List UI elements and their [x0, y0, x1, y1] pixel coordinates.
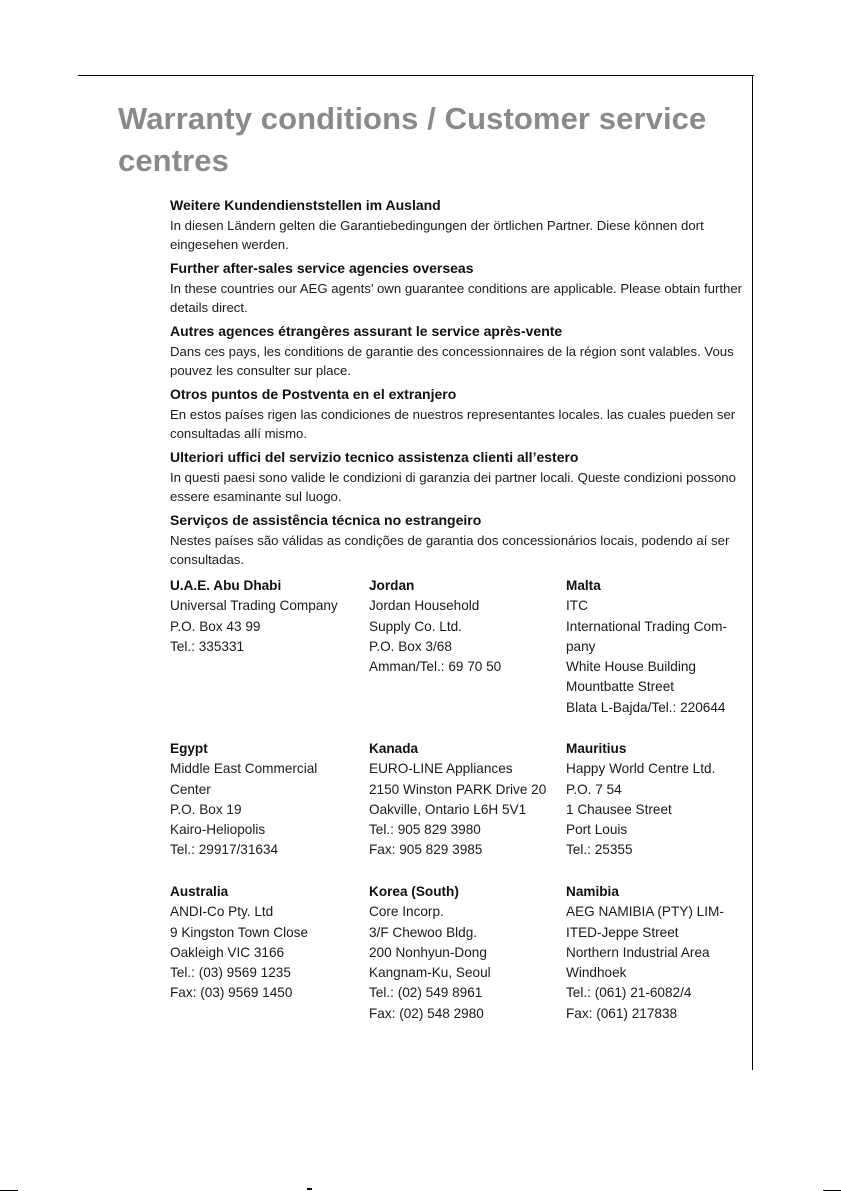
section-portuguese [170, 510, 748, 569]
contact-line: 200 Nonhyun-Dong [369, 944, 487, 960]
contact-line: Blata L-Bajda/Tel.: 220644 [566, 699, 726, 715]
section-text: Dans ces pays, les conditions de garantie des concessionnaires de la région sont valables. Vous pouvez les consulter sur place. [170, 344, 734, 378]
section-heading: Further after-sales service agencies overseas [170, 260, 474, 276]
contact-line: Port Louis [566, 822, 628, 838]
page-title: Warranty conditions / Customer service centres [118, 101, 707, 178]
contact-line: Supply Co. Ltd. [369, 618, 462, 634]
contact-country: U.A.E. Abu Dhabi [170, 578, 282, 593]
contact-country: Mauritius [566, 741, 627, 756]
contact-line: White House Building [566, 659, 696, 675]
contact-line: Tel.: (03) 9569 1235 [170, 965, 291, 981]
contact-line: 2150 Winston PARK Drive 20 [369, 781, 547, 797]
contact-line: Fax: (02) 548 2980 [369, 1005, 484, 1021]
section-heading: Autres agences étrangères assurant le service après-vente [170, 323, 563, 339]
contact-line: Kairo-Heliopolis [170, 822, 266, 838]
section-french [170, 321, 748, 380]
contact-line: Oakville, Ontario L6H 5V1 [369, 801, 527, 817]
contact-australia [170, 882, 308, 1004]
contact-egypt [170, 739, 317, 861]
section-heading: Serviços de assistência técnica no estrangeiro [170, 512, 482, 528]
contact-country: Kanada [369, 741, 419, 756]
contact-line: Windhoek [566, 965, 627, 981]
contact-line: 3/F Chewoo Bldg. [369, 924, 478, 940]
intro-sections [170, 195, 748, 573]
contact-uae [170, 576, 338, 657]
contact-line: Mountbatte Street [566, 679, 675, 695]
contact-line: 9 Kingston Town Close [170, 924, 309, 940]
contact-line: Fax: (03) 9569 1450 [170, 985, 293, 1001]
contact-line: Tel.: 29917/31634 [170, 842, 279, 858]
contact-line: Tel.: 25355 [566, 842, 633, 858]
section-english [170, 258, 748, 317]
contact-line: Kangnam-Ku, Seoul [369, 965, 491, 981]
contact-country: Malta [566, 578, 601, 593]
contact-line: ITC [566, 598, 588, 614]
contact-line: ANDI-Co Pty. Ltd [170, 904, 274, 920]
crop-mark [307, 1188, 312, 1190]
contact-line: P.O. Box 43 99 [170, 618, 261, 634]
section-text: In these countries our AEG agents’ own guarantee conditions are applicable. Please obtain further details direct. [170, 281, 743, 315]
contact-line: Amman/Tel.: 69 70 50 [369, 659, 502, 675]
contact-country: Jordan [369, 578, 415, 593]
contact-line: Fax: (061) 217838 [566, 1005, 678, 1021]
contact-line: pany [566, 638, 596, 654]
contact-country: Australia [170, 884, 229, 899]
contact-country: Egypt [170, 741, 208, 756]
contact-namibia [566, 882, 724, 1024]
contact-line: Jordan Household [369, 598, 480, 614]
section-text: En estos países rigen las condiciones de nuestros representantes locales. las cuales pueden ser consultadas allí mismo. [170, 407, 736, 441]
right-margin-rule [752, 75, 753, 1070]
contact-line: Middle East Commercial [170, 761, 318, 777]
contact-line: Happy World Centre Ltd. [566, 761, 716, 777]
contact-line: P.O. Box 3/68 [369, 638, 452, 654]
contact-country: Namibia [566, 884, 619, 899]
contact-line: International Trading Com- [566, 618, 727, 634]
section-heading: Otros puntos de Postventa en el extranjero [170, 386, 457, 402]
section-heading: Weitere Kundendienststellen im Ausland [170, 197, 441, 213]
contact-line: Tel.: 905 829 3980 [369, 822, 481, 838]
contact-line: Oakleigh VIC 3166 [170, 944, 285, 960]
contact-line: Center [170, 781, 211, 797]
contact-line: Tel.: 335331 [170, 638, 245, 654]
contact-line: P.O. Box 19 [170, 801, 242, 817]
contact-line: Fax: 905 829 3985 [369, 842, 483, 858]
contact-line: Core Incorp. [369, 904, 444, 920]
top-rule [78, 75, 754, 76]
contact-line: Northern Industrial Area [566, 944, 710, 960]
section-text: Nestes países são válidas as condições de garantia dos concessionários locais, podendo aí ser consultadas. [170, 533, 730, 567]
contact-jordan [369, 576, 501, 677]
contact-malta [566, 576, 727, 718]
contact-line: Tel.: (02) 549 8961 [369, 985, 483, 1001]
contact-mauritius [566, 739, 715, 861]
section-italian [170, 447, 748, 506]
contact-line: EURO-LINE Appliances [369, 761, 513, 777]
section-heading: Ulteriori uffici del servizio tecnico assistenza clienti all’estero [170, 449, 579, 465]
contact-kanada [369, 739, 546, 861]
contact-line: Tel.: (061) 21-6082/4 [566, 985, 692, 1001]
contact-line: Universal Trading Company [170, 598, 338, 614]
section-text: In diesen Ländern gelten die Garantiebedingungen der örtlichen Partner. Diese können dort eingesehen werden. [170, 218, 704, 252]
contact-line: AEG NAMIBIA (PTY) LIM- [566, 904, 724, 920]
section-german [170, 195, 748, 254]
contact-country: Korea (South) [369, 884, 459, 899]
section-text: In questi paesi sono valide le condizioni di garanzia dei partner locali. Queste condizioni possono essere esaminante sul luogo. [170, 470, 736, 504]
contact-line: ITED-Jeppe Street [566, 924, 679, 940]
contact-korea [369, 882, 491, 1024]
contact-line: 1 Chausee Street [566, 801, 672, 817]
section-spanish [170, 384, 748, 443]
contact-line: P.O. 7 54 [566, 781, 622, 797]
